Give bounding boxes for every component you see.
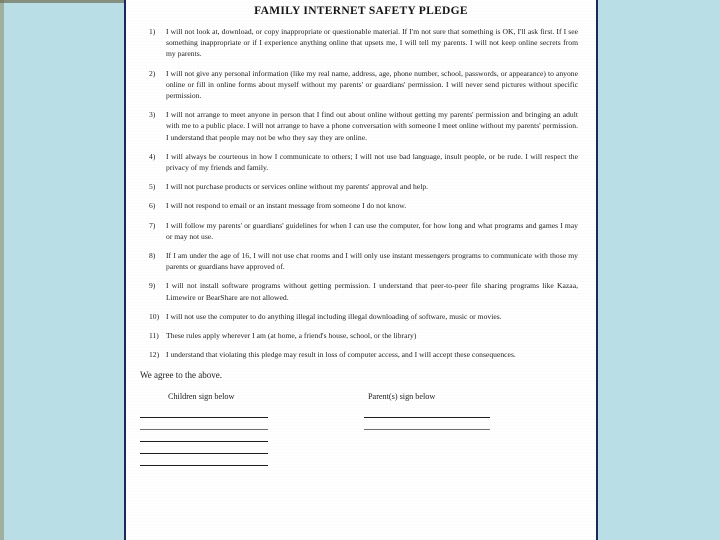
- signature-lines-area: [126, 417, 596, 487]
- pledge-list: [126, 26, 596, 360]
- pledge-item-spacer: [126, 173, 596, 181]
- child-signature-line[interactable]: [140, 429, 268, 430]
- document-title: FAMILY INTERNET SAFETY PLEDGE: [254, 5, 468, 17]
- child-signature-line[interactable]: [140, 417, 268, 418]
- pledge-item-text: If I am under the age of 16, I will not use chat rooms and I will only use instant messengers programs to communicate with those my parents or guardians have approved of.: [166, 251, 578, 272]
- pledge-item: [126, 26, 596, 60]
- pledge-item-spacer: [126, 242, 596, 250]
- pledge-item-text: These rules apply wherever I am (at home, a friend's house, school, or the library): [166, 331, 417, 341]
- pledge-item-number: 12): [149, 350, 160, 360]
- pledge-item: [126, 181, 596, 192]
- pledge-document: [124, 0, 598, 540]
- agreement-statement: We agree to the above.: [140, 370, 222, 381]
- slide-top-edge-artifact: [0, 0, 124, 3]
- pledge-item-number: 7): [149, 220, 156, 230]
- pledge-item: [126, 311, 596, 322]
- pledge-item-spacer: [126, 60, 596, 68]
- children-sign-header: Children sign below: [168, 392, 235, 402]
- pledge-item-number: 1): [149, 27, 156, 36]
- pledge-item: [126, 250, 596, 272]
- pledge-item: [126, 151, 596, 173]
- pledge-item-spacer: [126, 322, 596, 330]
- pledge-item-spacer: [126, 101, 596, 109]
- pledge-item: [126, 280, 596, 302]
- pledge-item: [126, 220, 596, 242]
- pledge-item-number: 2): [149, 68, 156, 78]
- parent-signature-line[interactable]: [364, 417, 490, 418]
- parents-sign-header: Parent(s) sign below: [368, 392, 436, 402]
- pledge-item-spacer: [126, 272, 596, 280]
- slide-left-edge-artifact: [0, 0, 4, 540]
- pledge-items-list: [126, 26, 596, 360]
- pledge-item-number: 6): [149, 201, 156, 211]
- pledge-item-number: 4): [149, 151, 156, 161]
- pledge-item-number: 11): [149, 331, 159, 341]
- pledge-item-spacer: [126, 303, 596, 311]
- pledge-item-spacer: [126, 212, 596, 220]
- pledge-item-spacer: [126, 192, 596, 200]
- parent-signature-line[interactable]: [364, 429, 490, 430]
- pledge-item: [126, 109, 596, 143]
- pledge-item: [126, 200, 596, 211]
- pledge-item-number: 5): [149, 182, 156, 192]
- pledge-item-number: 8): [149, 251, 156, 261]
- pledge-item-number: 9): [149, 281, 156, 291]
- signature-headers: [126, 392, 596, 408]
- pledge-item-spacer: [126, 143, 596, 151]
- pledge-item-text: I will not respond to email or an instant message from someone I do not know.: [166, 201, 407, 211]
- pledge-item: [126, 349, 596, 360]
- pledge-item-text: I will not install software programs without getting permission. I understand that peer-to-peer file sharing programs like Kazaa, Limewire or BearShare are not allowed.: [166, 281, 578, 302]
- child-signature-line[interactable]: [140, 453, 268, 454]
- child-signature-line[interactable]: [140, 441, 268, 442]
- pledge-item-text: I will not give any personal information (like my real name, address, age, phone number, school, passwords, or appearance) to anyone online or fill in online forms about myself without my parents' or guardians' permission. I will never send pictures without specific permission.: [166, 68, 578, 101]
- pledge-item-text: I will follow my parents' or guardians' guidelines for when I can use the computer, for how long and what programs and games I may or may not use.: [166, 220, 578, 241]
- pledge-item-number: 3): [149, 110, 156, 120]
- pledge-item-number: 10): [149, 311, 160, 321]
- pledge-item-text: I will not look at, download, or copy inappropriate or questionable material. If I'm not sure that something is OK, I'll ask first. If I see something inappropriate or if I experience anything online that upsets me, I will tell my parents. I will not keep online secrets from my parents.: [166, 27, 578, 59]
- pledge-item-text: I will not arrange to meet anyone in person that I find out about online without getting my parents' permission and bringing an adult with me to a public place. I will not arrange to have a phone conversation with someone I meet online without my parents' permission. I understand that people may not be who they say they are online.: [166, 110, 578, 142]
- pledge-item: [126, 330, 596, 341]
- pledge-item-spacer: [126, 341, 596, 349]
- pledge-item-text: I understand that violating this pledge may result in loss of computer access, and I will accept these consequences.: [166, 350, 516, 360]
- pledge-item-text: I will not use the computer to do anything illegal including illegal downloading of software, music or movies.: [166, 311, 502, 321]
- child-signature-line[interactable]: [140, 465, 268, 466]
- pledge-item: [126, 68, 596, 102]
- document-content: [126, 0, 596, 540]
- pledge-item-text: I will not purchase products or services online without my parents' approval and help.: [166, 182, 429, 192]
- pledge-item-text: I will always be courteous in how I communicate to others; I will not use bad language, insult people, or be rude. I will respect the privacy of my friends and family.: [166, 151, 578, 173]
